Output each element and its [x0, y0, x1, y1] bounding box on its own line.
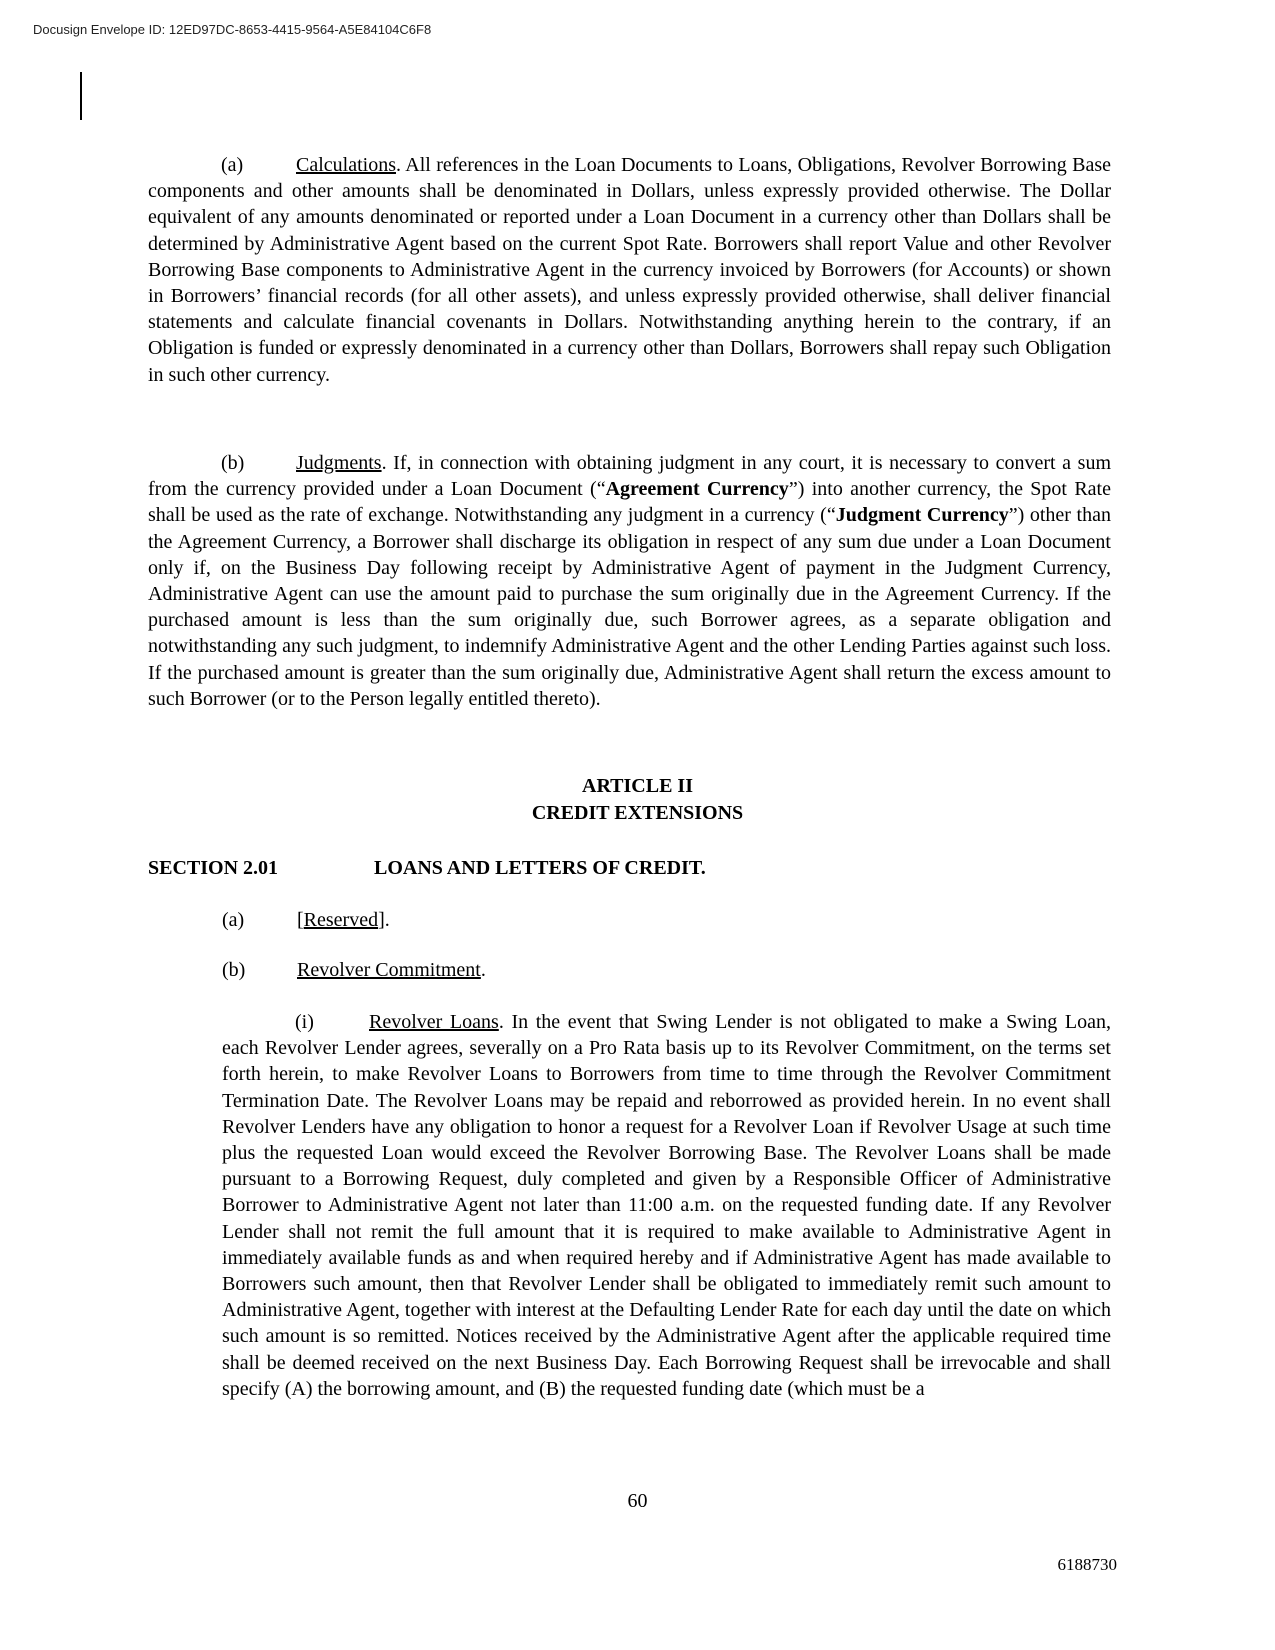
- revision-bar: [80, 72, 82, 120]
- paragraph-i: [222, 1009, 1111, 1402]
- envelope-id: Docusign Envelope ID: 12ED97DC-8653-4415-9564-A5E84104C6F8: [33, 22, 432, 37]
- page-number: 60: [627, 1490, 648, 1512]
- paragraph-b-text-1: . If, in connection with obtaining judgment in any court, it is necessary to convert a sum from the currency provided under a Loan Document (“: [148, 452, 1111, 501]
- document-id: 6188730: [1057, 1555, 1117, 1574]
- paragraph-i-text: . In the event that Swing Lender is not obligated to make a Swing Loan, each Revolver Lender agrees, severally on a Pro Rata basis up to its Revolver Commitment, on the terms set forth herein, to make Revolver Loans to Borrowers from time to time through the Revolver Commitment Termination Date. The Revolver Loans may be repaid and reborrowed as provided herein. In no event shall Revolver Lenders have any obligation to honor a request for a Revolver Loan if Revolver Usage at such time plus the requested Loan would exceed the Revolver Borrowing Base. The Revolver Loans shall be made pursuant to a Borrowing Request, duly completed and given by a Responsible Officer of Administrative Borrower to Administrative Agent not later than 11:00 a.m. on the requested funding date. If any Revolver Lender shall not remit the full amount that it is required to make available to Administrative Agent in immediately available funds as and when required hereby and if Administrative Agent has made available to Borrowers such amount, then that Revolver Lender shall be obligated to immediately remit such amount to Administrative Agent, together with interest at the Defaulting Lender Rate for each day until the date on which such amount is so remitted. Notices received by the Administrative Agent after the applicable required time shall be deemed received on the next Business Day. Each Borrowing Request shall be irrevocable and shall specify (A) the borrowing amount, and (B) the requested funding date (which must be a: [222, 1011, 1111, 1400]
- article-title: CREDIT EXTENSIONS: [531, 802, 744, 824]
- paragraph-a: [148, 152, 1111, 388]
- paragraph-b-text-2: ”) into another currency, the Spot Rate shall be used as the rate of exchange. Notwithstanding any judgment in a currency (“: [148, 478, 1111, 527]
- item-b: [222, 959, 486, 982]
- paragraph-b: [148, 450, 1111, 712]
- item-b-suffix: .: [480, 959, 486, 981]
- paragraph-a-text: . All references in the Loan Documents to Loans, Obligations, Revolver Borrowing Base components and other amounts shall be denominated in Dollars, unless expressly provided otherwise. The Dollar equivalent of any amounts denominated or reported under a Loan Document in a currency other than Dollars shall be determined by Administrative Agent based on the current Spot Rate. Borrowers shall report Value and other Revolver Borrowing Base components to Administrative Agent in the currency invoiced by Borrowers (for Accounts) or shown in Borrowers’ financial records (for all other assets), and unless expressly provided otherwise, shall deliver financial statements and calculate financial covenants in Dollars. Notwithstanding anything herein to the contrary, if an Obligation is funded or expressly denominated in a currency other than Dollars, Borrowers shall repay such Obligation in such other currency.: [148, 154, 1111, 386]
- item-a-bracket-open: [: [297, 909, 304, 931]
- item-a-bracket-close: ].: [378, 909, 390, 931]
- paragraph-a-label: (a): [221, 154, 244, 176]
- defined-term-judgment-currency: Judgment Currency: [835, 504, 1009, 527]
- section-number: SECTION 2.01: [148, 857, 279, 879]
- paragraph-b-text-3: ”) other than the Agreement Currency, a Borrower shall discharge its obligation in respect of any sum due under a Loan Document only if, on the Business Day following receipt by Administrative Agent of payment in the Judgment Currency, Administrative Agent can use the amount paid to purchase the sum originally due in the Agreement Currency. If the purchased amount is less than the sum originally due, such Borrower agrees, as a separate obligation and notwithstanding any such judgment, to indemnify Administrative Agent and the other Lending Parties against such loss. If the purchased amount is greater than the sum originally due, Administrative Agent shall return the excess amount to such Borrower (or to the Person legally entitled thereto).: [148, 504, 1111, 710]
- item-b-label: (b): [222, 959, 246, 981]
- paragraph-b-title: Judgments: [296, 452, 382, 474]
- section-title: LOANS AND LETTERS OF CREDIT.: [374, 857, 706, 879]
- item-a-text: Reserved: [303, 909, 379, 931]
- section-heading: [148, 857, 706, 880]
- paragraph-a-title: Calculations: [296, 154, 396, 176]
- paragraph-b-label: (b): [221, 452, 245, 474]
- item-a-label: (a): [222, 909, 245, 931]
- item-b-text: Revolver Commitment: [297, 959, 481, 981]
- defined-term-agreement-currency: Agreement Currency: [605, 478, 789, 501]
- article-number: ARTICLE II: [582, 775, 693, 797]
- item-a: [222, 909, 390, 932]
- paragraph-i-title: Revolver Loans: [369, 1011, 499, 1033]
- paragraph-i-label: (i): [295, 1011, 314, 1033]
